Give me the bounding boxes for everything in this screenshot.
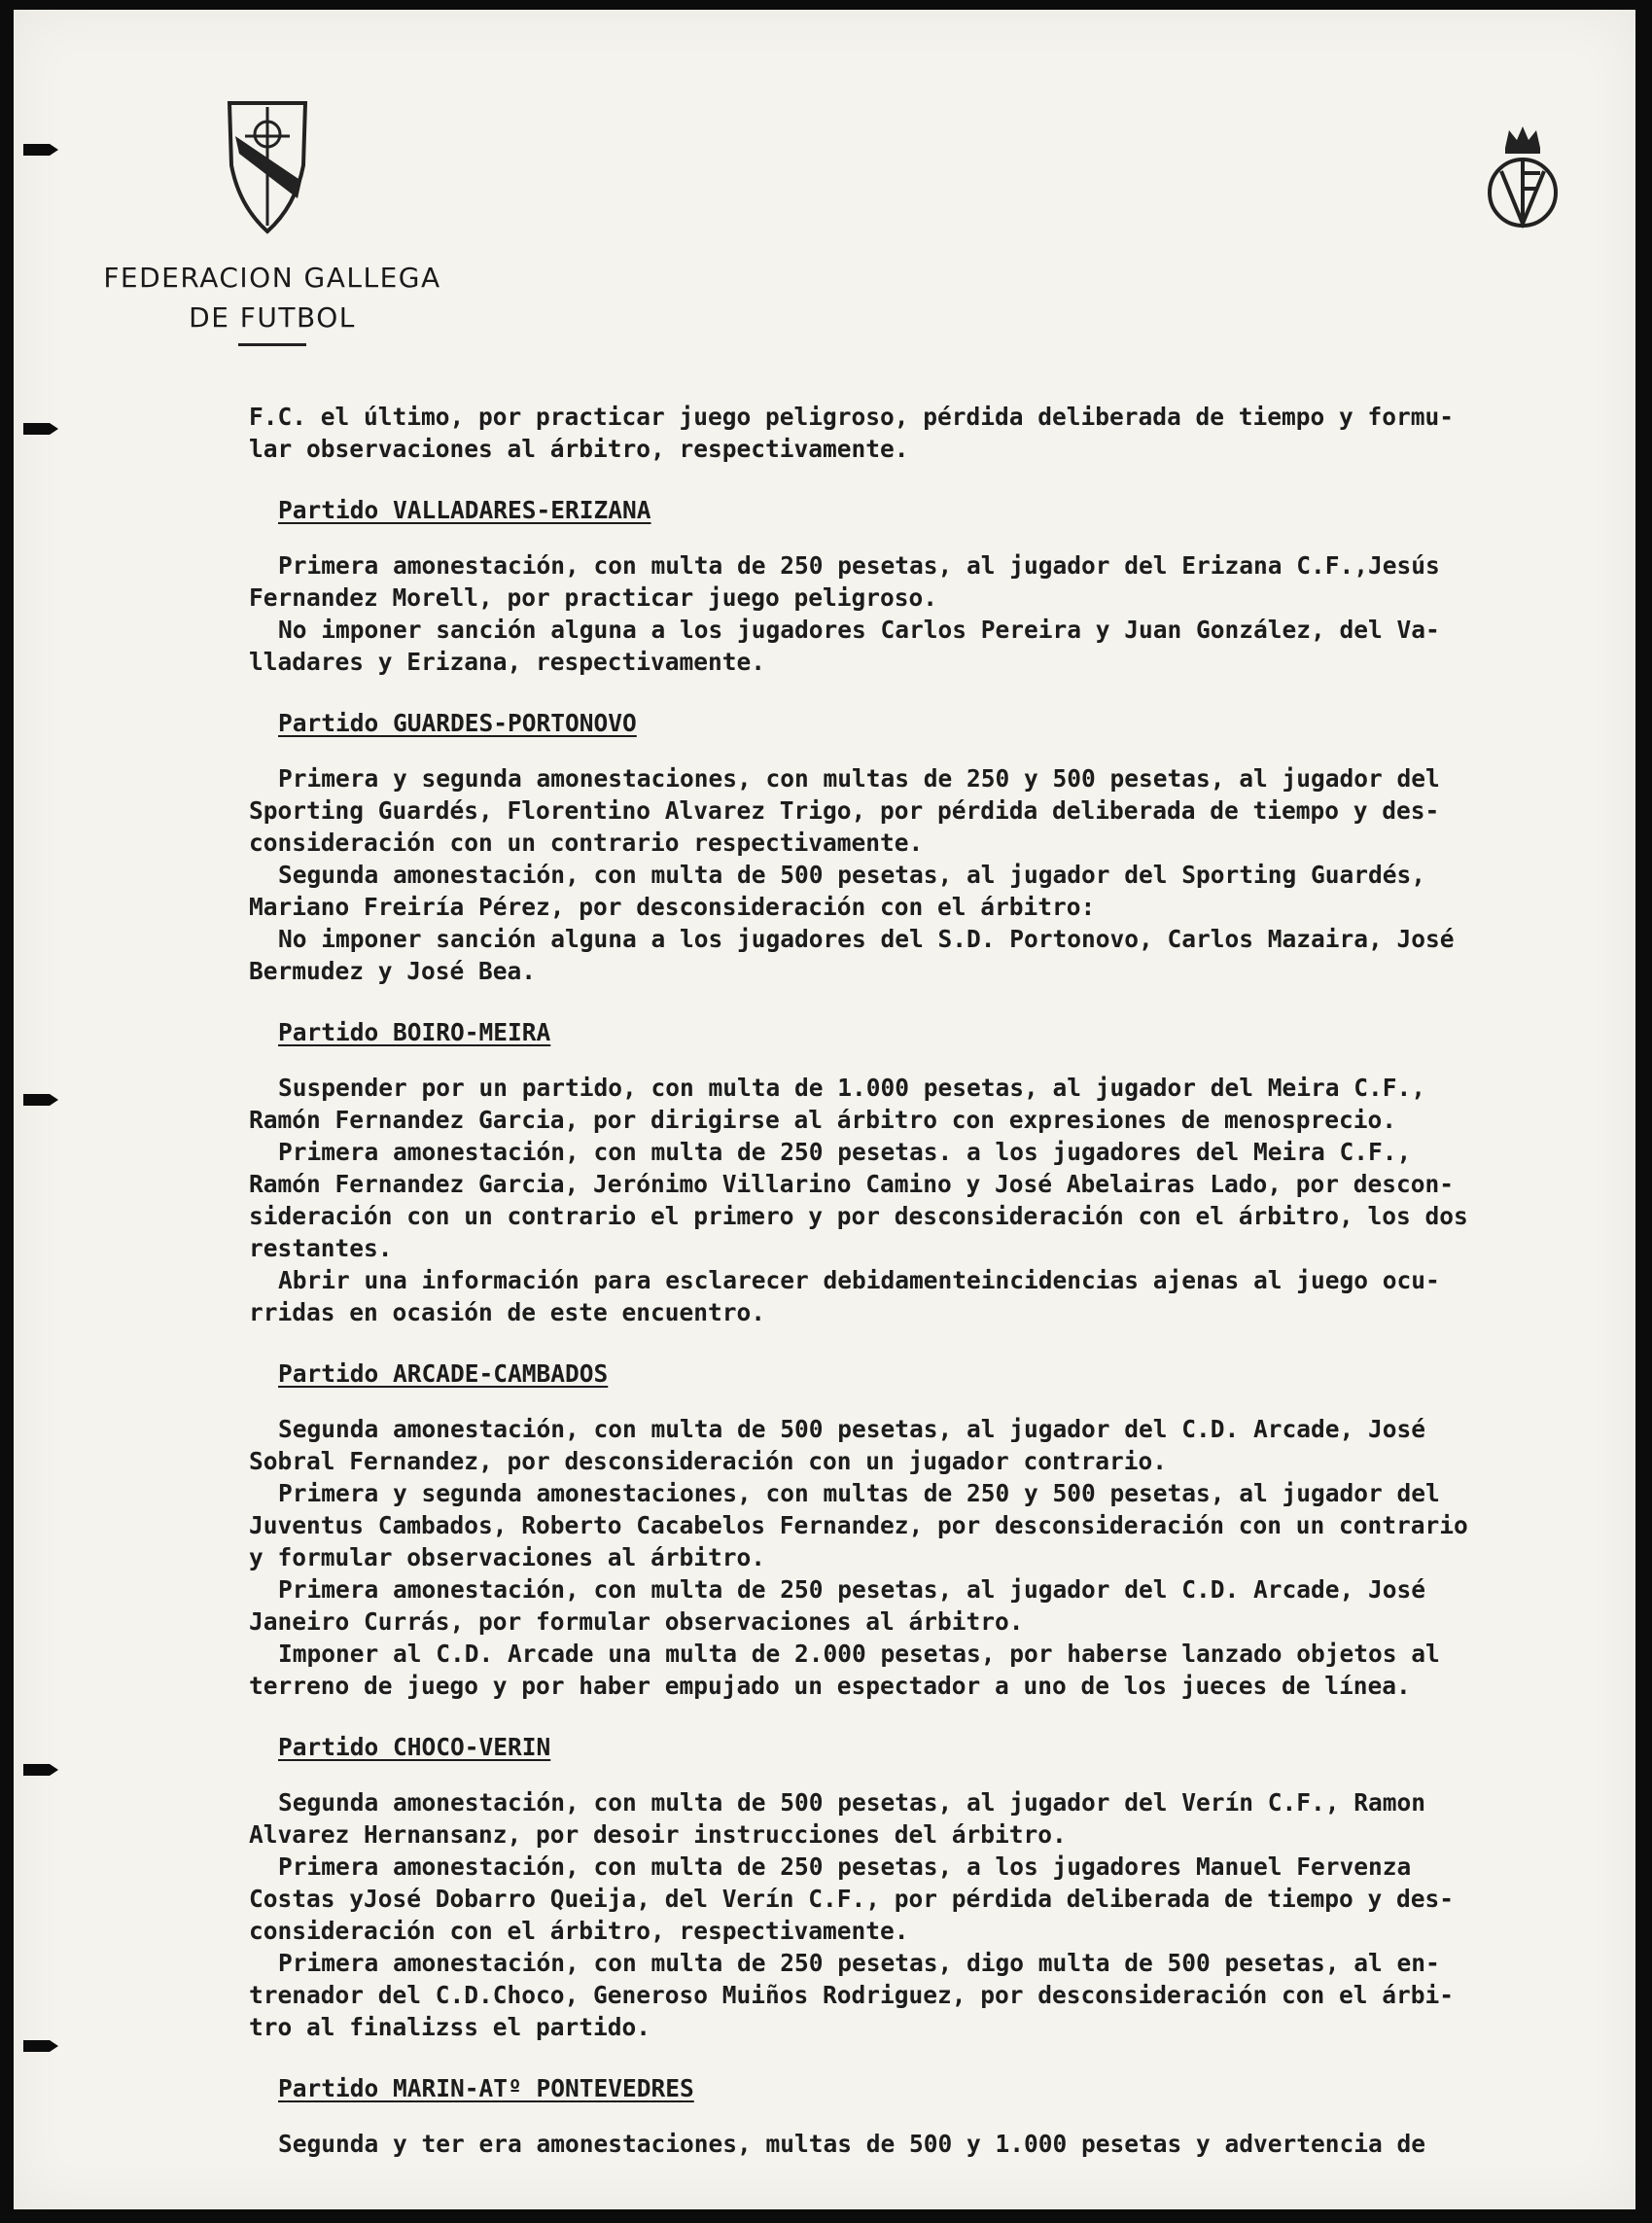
section-guardes-portonovo <box>249 707 1630 987</box>
intro-paragraph: F.C. el último, por practicar juego peligroso, pérdida deliberada de tiempo y formu- lar observaciones al árbitro, respectivamente. <box>249 403 1455 463</box>
paragraph: No imponer sanción alguna a los jugadores del S.D. Portonovo, Carlos Mazaira, José Bermudez y José Bea. <box>249 925 1455 985</box>
paragraph: Primera amonestación, con multa de 250 pesetas. a los jugadores del Meira C.F., Ramón Fernandez Garcia, Jerónimo Villarino Camino y José Abelairas Lado, por descon- sideración con un contrario el primero y por desconsideración con el árbitro, los dos restantes. <box>249 1138 1468 1262</box>
binder-hole-mark <box>23 2040 58 2052</box>
section-heading: Partido BOIRO-MEIRA <box>278 1018 551 1046</box>
binder-hole-mark <box>23 144 58 156</box>
paragraph: Segunda amonestación, con multa de 500 pesetas, al jugador del Sporting Guardés, Mariano Freiría Pérez, por desconsideración con el árbitro: <box>249 861 1426 921</box>
document-body <box>249 401 1630 2160</box>
paragraph: Segunda amonestación, con multa de 500 pesetas, al jugador del Verín C.F., Ramon Alvarez Hernansanz, por desoir instrucciones del árbitro. <box>249 1788 1426 1849</box>
org-name-line1: FEDERACION GALLEGA <box>103 262 441 294</box>
federation-shield-icon <box>226 97 309 235</box>
section-choco-verin <box>249 1731 1630 2043</box>
section-marin-pontevedres <box>249 2072 1630 2160</box>
letterhead-rule <box>238 343 306 346</box>
org-name-line2: DE FUTBOL <box>189 301 356 334</box>
paragraph: Primera amonestación, con multa de 250 pesetas, al jugador del Erizana C.F.,Jesús Fernandez Morell, por practicar juego peligroso. <box>249 551 1440 612</box>
paragraph: Primera amonestación, con multa de 250 pesetas, digo multa de 500 pesetas, al en- trenador del C.D.Choco, Generoso Muiños Rodriguez, por desconsideración con el árbi- tro al finalizss el partido. <box>249 1949 1455 2041</box>
letterhead-title <box>82 258 463 346</box>
paragraph: Primera y segunda amonestaciones, con multas de 250 y 500 pesetas, al jugador del Juventus Cambados, Roberto Cacabelos Fernandez, por desconsideración con un contrario y formular observaciones al árbitro. <box>249 1479 1468 1571</box>
paragraph: Segunda y ter era amonestaciones, multas de 500 y 1.000 pesetas y advertencia de <box>278 2130 1426 2158</box>
section-heading: Partido GUARDES-PORTONOVO <box>278 709 637 737</box>
binder-hole-mark <box>23 1764 58 1776</box>
section-heading: Partido ARCADE-CAMBADOS <box>278 1359 609 1388</box>
paragraph: No imponer sanción alguna a los jugadores Carlos Pereira y Juan González, del Va- lladares y Erizana, respectivamente. <box>249 616 1440 676</box>
section-arcade-cambados <box>249 1358 1630 1702</box>
paragraph: Segunda amonestación, con multa de 500 pesetas, al jugador del C.D. Arcade, José Sobral Fernandez, por desconsideración con un jugador contrario. <box>249 1415 1426 1475</box>
section-boiro-meira <box>249 1016 1630 1328</box>
crowned-crest-icon <box>1484 123 1562 231</box>
paragraph: Primera y segunda amonestaciones, con multas de 250 y 500 pesetas, al jugador del Sporting Guardés, Florentino Alvarez Trigo, por pérdida deliberada de tiempo y des- consideración con un contrario respectivamente. <box>249 764 1440 857</box>
section-heading: Partido MARIN-ATº PONTEVEDRES <box>278 2074 694 2102</box>
paragraph: Primera amonestación, con multa de 250 pesetas, al jugador del C.D. Arcade, José Janeiro Currás, por formular observaciones al árbitro. <box>249 1575 1426 1636</box>
binder-hole-mark <box>23 1094 58 1106</box>
section-valladares-erizana <box>249 494 1630 678</box>
section-heading: Partido VALLADARES-ERIZANA <box>278 496 651 524</box>
paragraph: Suspender por un partido, con multa de 1.000 pesetas, al jugador del Meira C.F., Ramón Fernandez Garcia, por dirigirse al árbitro con expresiones de menosprecio. <box>249 1074 1426 1134</box>
paragraph: Imponer al C.D. Arcade una multa de 2.000 pesetas, por haberse lanzado objetos al terreno de juego y por haber empujado un espectador a uno de los jueces de línea. <box>249 1640 1440 1700</box>
section-heading: Partido CHOCO-VERIN <box>278 1733 551 1761</box>
paragraph: Primera amonestación, con multa de 250 pesetas, a los jugadores Manuel Fervenza Costas yJosé Dobarro Queija, del Verín C.F., por pérdida deliberada de tiempo y des- consideración con el árbitro, respectivamente. <box>249 1852 1455 1945</box>
binder-hole-mark <box>23 423 58 435</box>
paragraph: Abrir una información para esclarecer debidamenteincidencias ajenas al juego ocu- rridas en ocasión de este encuentro. <box>249 1266 1440 1326</box>
